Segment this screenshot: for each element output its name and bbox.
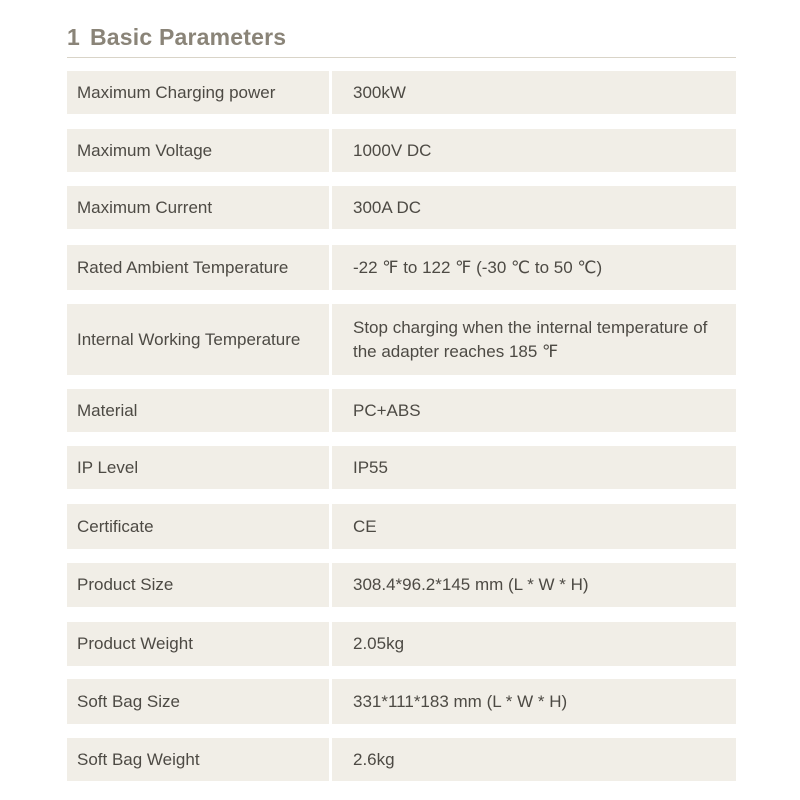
spec-label: Material: [67, 389, 329, 432]
spec-value: 308.4*96.2*145 mm (L * W * H): [332, 563, 736, 607]
spec-row-maximum-charging-power: [67, 71, 736, 114]
spec-value: 300A DC: [332, 186, 736, 229]
heading-divider: [67, 57, 736, 58]
spec-value: 1000V DC: [332, 129, 736, 172]
spec-label: Internal Working Temperature: [67, 304, 329, 375]
spec-value: 331*111*183 mm (L * W * H): [332, 679, 736, 724]
spec-value: PC+ABS: [332, 389, 736, 432]
spec-row-product-size: [67, 563, 736, 607]
spec-row-internal-working-temperature: [67, 304, 736, 375]
spec-label: Rated Ambient Temperature: [67, 245, 329, 290]
spec-row-rated-ambient-temperature: [67, 245, 736, 290]
spec-label: Certificate: [67, 504, 329, 549]
spec-row-product-weight: [67, 622, 736, 666]
spec-row-certificate: [67, 504, 736, 549]
spec-row-ip-level: [67, 446, 736, 489]
spec-label: Maximum Charging power: [67, 71, 329, 114]
section-heading: [67, 22, 286, 52]
spec-row-maximum-voltage: [67, 129, 736, 172]
spec-label: Maximum Voltage: [67, 129, 329, 172]
spec-row-material: [67, 389, 736, 432]
section-title: Basic Parameters: [90, 24, 287, 50]
spec-label: Soft Bag Size: [67, 679, 329, 724]
spec-label: Soft Bag Weight: [67, 738, 329, 781]
spec-value: 300kW: [332, 71, 736, 114]
spec-label: Product Weight: [67, 622, 329, 666]
spec-value: Stop charging when the internal temperature of the adapter reaches 185 ℉: [332, 304, 736, 375]
spec-value: IP55: [332, 446, 736, 489]
spec-label: Maximum Current: [67, 186, 329, 229]
spec-value: -22 ℉ to 122 ℉ (-30 ℃ to 50 ℃): [332, 245, 736, 290]
spec-value: CE: [332, 504, 736, 549]
spec-value: 2.05kg: [332, 622, 736, 666]
spec-row-soft-bag-size: [67, 679, 736, 724]
spec-row-maximum-current: [67, 186, 736, 229]
section-number: 1: [67, 24, 80, 50]
spec-row-soft-bag-weight: [67, 738, 736, 781]
spec-label: IP Level: [67, 446, 329, 489]
spec-label: Product Size: [67, 563, 329, 607]
spec-value: 2.6kg: [332, 738, 736, 781]
